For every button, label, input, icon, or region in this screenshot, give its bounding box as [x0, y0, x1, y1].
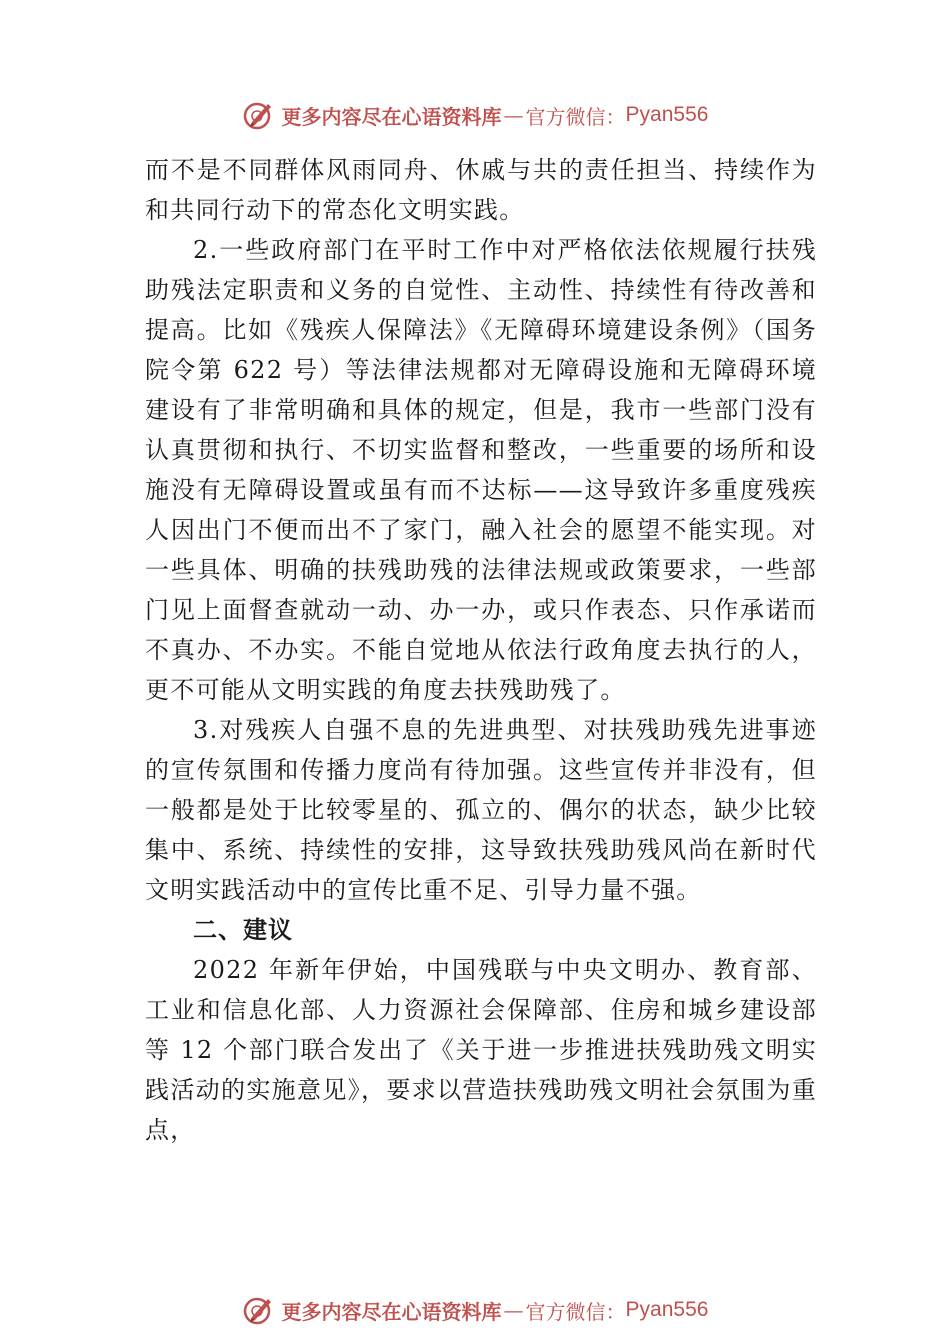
paragraph-continuation: 而不是不同群体风雨同舟、休戚与共的责任担当、持续作为和共同行动下的常态化文明实践。 — [145, 156, 817, 224]
watermark-dash: — — [503, 1298, 524, 1322]
watermark-wechat-id: Pyan556 — [625, 103, 709, 126]
watermark-wechat-id: Pyan556 — [625, 1298, 709, 1321]
section-heading-suggestions: 二、建议 — [193, 916, 293, 944]
watermark-sub-text: 官方微信： — [525, 104, 626, 129]
document-body — [145, 150, 817, 1150]
watermark-header — [0, 95, 950, 135]
watermark-footer — [0, 1290, 950, 1330]
pen-logo-icon — [242, 1293, 276, 1327]
watermark-dash: — — [503, 103, 524, 127]
watermark-main-text: 更多内容尽在心语资料库 — [281, 1299, 502, 1324]
watermark-sub-text: 官方微信： — [525, 1299, 626, 1324]
pen-logo-icon — [242, 98, 276, 132]
paragraph-item-2: 2.一些政府部门在平时工作中对严格依法依规履行扶残助残法定职责和义务的自觉性、主动性、持续性有待改善和提高。比如《残疾人保障法》《无障碍环境建设条例》（国务院令第 622 号）等法律法规都对无障碍设施和无障碍环境建设有了非常明确和具体的规定，但是，我市一些部门没有认真贯彻和执行、不切实监督和整改，一些重要的场所和设施没有无障碍设置或虽有而不达标——这导致许多重度残疾人因出门不便而出不了家门，融入社会的愿望不能实现。对一些具体、明确的扶残助残的法律法规或政策要求，一些部门见上面督查就动一动、办一办，或只作表态、只作承诺而不真办、不办实。不能自觉地从依法行政角度去执行的人， 更不可能从文明实践的角度去扶残助残了。 — [145, 236, 817, 704]
paragraph-suggestions-intro: 2022 年新年伊始，中国残联与中央文明办、教育部、工业和信息化部、人力资源社会保障部、住房和城乡建设部等 12 个部门联合发出了《关于进一步推进扶残助残文明实践活动的实施意见》，要求以营造扶残助残文明社会氛围为重点， — [145, 956, 817, 1144]
watermark-main-text: 更多内容尽在心语资料库 — [281, 104, 502, 129]
paragraph-item-3: 3.对残疾人自强不息的先进典型、对扶残助残先进事迹的宣传氛围和传播力度尚有待加强。这些宣传并非没有，但一般都是处于比较零星的、孤立的、偶尔的状态，缺少比较集中、系统、持续性的安排，这导致扶残助残风尚在新时代文明实践活动中的宣传比重不足、引导力量不强。 — [145, 716, 817, 904]
